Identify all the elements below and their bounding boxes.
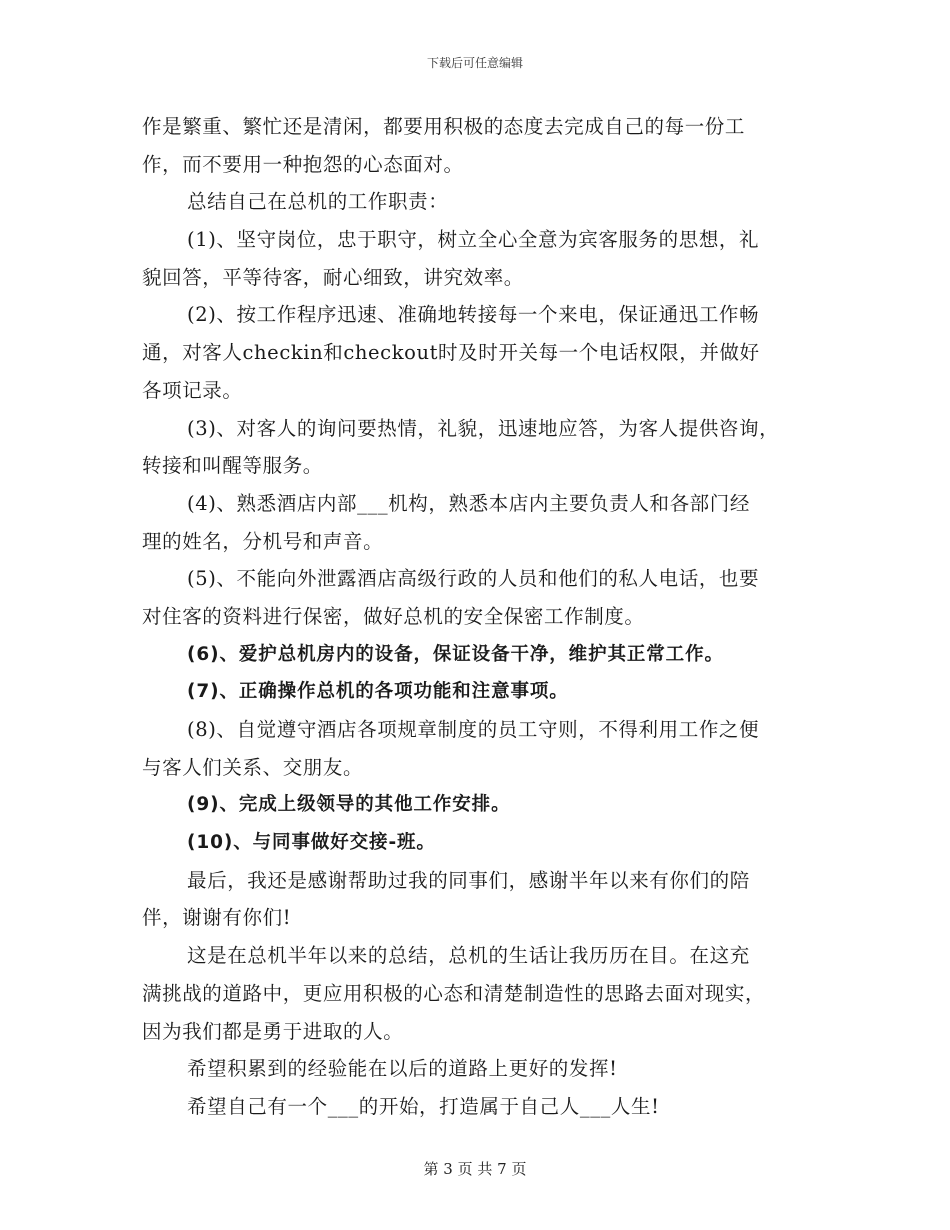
text-line: (3)、对客人的询问要热情，礼貌，迅速地应答，为客人提供咨询， [187, 416, 780, 440]
text-line: (6)、爱护总机房内的设备，保证设备干净，维护其正常工作。 [187, 643, 724, 665]
text-line: 转接和叫醒等服务。 [142, 454, 323, 478]
text-line: (7)、正确操作总机的各项功能和注意事项。 [187, 681, 569, 703]
text-line: 各项记录。 [142, 378, 243, 402]
text-line: 满挑战的道路中，更应用积极的心态和清楚制造性的思路去面对现实， [142, 981, 766, 1005]
text-line: 总结自己在总机的工作职责： [187, 190, 449, 214]
page-header: 下载后可任意编辑 [426, 56, 523, 70]
text-line: 对住客的资料进行保密，做好总机的安全保密工作制度。 [142, 604, 645, 628]
text-line: 最后，我还是感谢帮助过我的同事们，感谢半年以来有你们的陪 [187, 868, 750, 892]
text-line: (4)、熟悉酒店内部___机构，熟悉本店内主要负责人和各部门经 [187, 491, 750, 515]
text-line: (9)、完成上级领导的其他工作安排。 [187, 794, 511, 816]
text-line: 希望自己有一个___的开始，打造属于自己人___人生! [187, 1094, 660, 1118]
text-line: 因为我们都是勇于进取的人。 [142, 1019, 404, 1043]
page-footer: 第 3 页 共 7 页 [423, 1160, 527, 1178]
document-body [142, 108, 820, 1126]
text-line: (8)、自觉遵守酒店各项规章制度的员工守则，不得利用工作之便 [187, 718, 760, 741]
text-line: (5)、不能向外泄露酒店高级行政的人员和他们的私人电话，也要 [187, 567, 760, 591]
text-line: (10)、与同事做好交接-班。 [187, 832, 436, 854]
text-line: 貌回答，平等待客，耐心细致，讲究效率。 [142, 265, 524, 289]
text-line: 作是繁重、繁忙还是清闲，都要用积极的态度去完成自己的每一份工 [142, 115, 746, 138]
text-line: (1)、坚守岗位，忠于职守，树立全心全意为宾客服务的思想，礼 [187, 228, 760, 252]
text-line: 作，而不要用一种抱怨的心态面对。 [142, 152, 464, 176]
text-line: 希望积累到的经验能在以后的道路上更好的发挥! [187, 1057, 618, 1081]
text-line: 理的姓名，分机号和声音。 [142, 529, 384, 553]
text-line: 伴，谢谢有你们! [142, 906, 292, 930]
text-line: 通，对客人checkin和checkout时及时开关每一个电话权限，并做好 [142, 341, 760, 365]
text-line: 与客人们关系、交朋友。 [142, 755, 364, 779]
text-line: (2)、按工作程序迅速、准确地转接每一个来电，保证通迅工作畅 [187, 303, 760, 327]
text-line: 这是在总机半年以来的总结，总机的生话让我历历在目。在这充 [187, 944, 750, 968]
